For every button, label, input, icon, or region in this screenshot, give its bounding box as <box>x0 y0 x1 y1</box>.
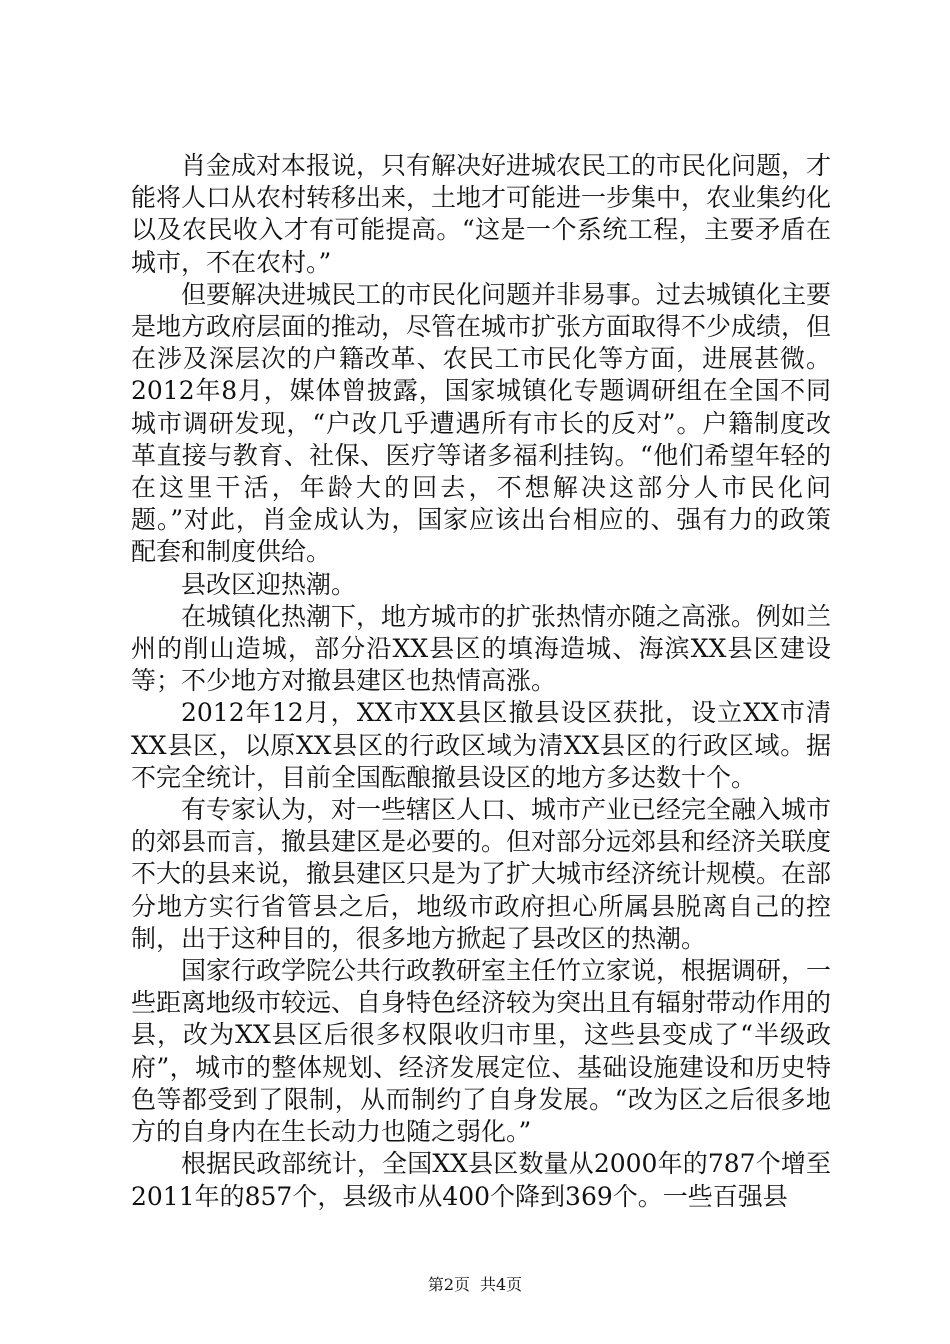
section-heading: 县改区迎热潮。 <box>181 569 357 599</box>
paragraph-3: 在城镇化热潮下，地方城市的扩张热情亦随之高涨。例如兰州的削山造城，部分沿XX县区的填海造城、海滨XX县区建设等；不少地方对撤县建区也热情高涨。 <box>131 601 832 696</box>
paragraph-6: 国家行政学院公共行政教研室主任竹立家说，根据调研，一些距离地级市较远、自身特色经济较为突出且有辐射带动作用的县，改为XX县区后很多权限收归市里，这些县变成了“半级政府”，城市的整体规划、经济发展定位、基础设施建设和历史特色等都受到了限制，从而制约了自身发展。“改为区之后很多地方的自身内在生长动力也随之弱化。” <box>131 956 832 1147</box>
paragraph-4: 2012年12月，XX市XX县区撤县设区获批，设立XX市清XX县区，以原XX县区的行政区域为清XX县区的行政区域。据不完全统计，目前全国酝酿撤县设区的地方多达数十个。 <box>131 698 831 792</box>
paragraph-7: 根据民政部统计，全国XX县区数量从2000年的787个增至2011年的857个，县级市从400个降到369个。一些百强县 <box>131 1149 831 1211</box>
article-body <box>131 150 831 1213</box>
page-total: 共4页 <box>480 1275 523 1294</box>
paragraph-1: 肖金成对本报说，只有解决好进城农民工的市民化问题，才能将人口从农村转移出来，土地才可能进一步集中，农业集约化以及农民收入才有可能提高。“这是一个系统工程，主要矛盾在城市，不在农村。” <box>131 151 832 277</box>
page-number: 第2页 <box>427 1275 470 1294</box>
paragraph-2: 但要解决进城民工的市民化问题并非易事。过去城镇化主要是地方政府层面的推动，尽管在城市扩张方面取得不少成绩，但在涉及深层次的户籍改革、农民工市民化等方面，进展甚微。2012年8月，媒体曾披露，国家城镇化专题调研组在全国不同城市调研发现，“户改几乎遭遇所有市长的反对”。户籍制度改革直接与教育、社保、医疗等诸多福利挂钩。“他们希望年轻的在这里干活，年龄大的回去，不想解决这部分人市民化问题。”对此，肖金成认为，国家应该出台相应的、强有力的政策配套和制度供给。 <box>131 279 832 567</box>
page-footer <box>0 1275 950 1295</box>
paragraph-5: 有专家认为，对一些辖区人口、城市产业已经完全融入城市的郊县而言，撤县建区是必要的。但对部分远郊县和经济关联度不大的县来说，撤县建区只是为了扩大城市经济统计规模。在部分地方实行省管县之后，地级市政府担心所属县脱离自己的控制，出于这种目的，很多地方掀起了县改区的热潮。 <box>131 795 832 953</box>
